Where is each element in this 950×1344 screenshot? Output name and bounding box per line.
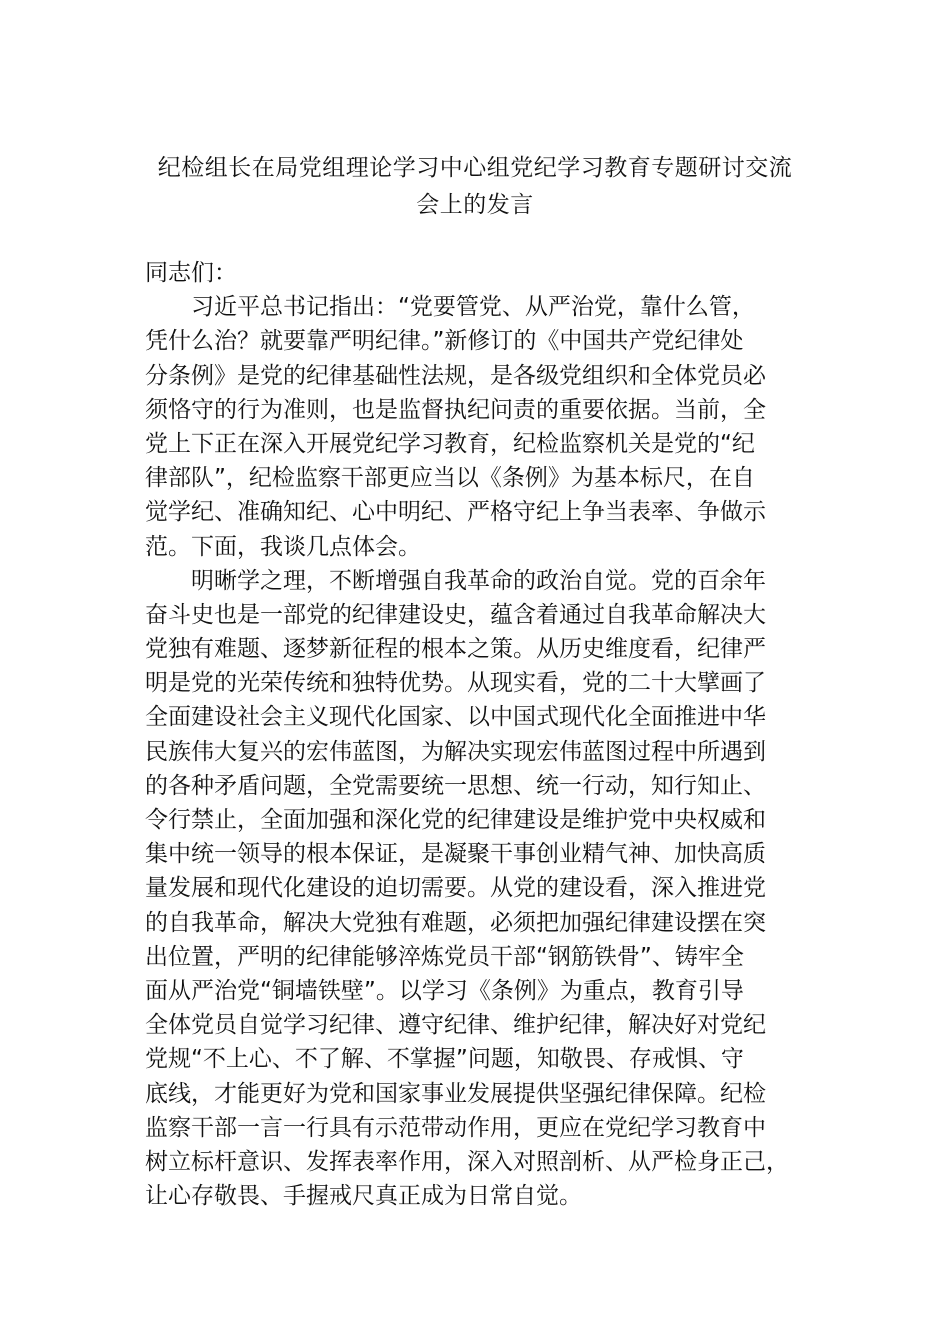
paragraph-line: 出位置，严明的纪律能够淬炼党员干部“钢筋铁骨”、铸牢全: [145, 943, 744, 970]
paragraph-line: 令行禁止，全面加强和深化党的纪律建设是维护党中央权威和: [145, 807, 766, 833]
paragraph-line: 觉学纪、准确知纪、心中明纪、严格守纪上争当表率、争做示: [145, 499, 766, 526]
paragraph-line: 党独有难题、逐梦新征程的根本之策。从历史维度看，纪律严: [145, 636, 766, 663]
paragraph-line: 全面建设社会主义现代化国家、以中国式现代化全面推进中华: [145, 704, 766, 731]
paragraph-line: 面从严治党“铜墙铁壁”。以学习《条例》为重点，教育引导: [145, 977, 744, 1004]
salutation: 同志们：: [145, 260, 237, 286]
paragraph-line: 让心存敬畏、手握戒尺真正成为日常自觉。: [145, 1183, 582, 1210]
paragraph-line: 量发展和现代化建设的迫切需要。从党的建设看，深入推进党: [145, 875, 766, 902]
title-line-2: 会上的发言: [416, 192, 534, 218]
paragraph-line: 树立标杆意识、发挥表率作用，深入对照剖析、从严检身正己，: [145, 1148, 789, 1175]
paragraph-line: 的自我革命，解决大党独有难题，必须把加强纪律建设摆在突: [145, 909, 766, 936]
document-title: [140, 150, 810, 224]
paragraph-line: 集中统一领导的根本保证，是凝聚干事创业精气神、加快高质: [145, 841, 766, 868]
paragraph-line: 范。下面，我谈几点体会。: [145, 533, 421, 560]
paragraph-line: 党规“不上心、不了解、不掌握”问题，知敬畏、存戒惧、守: [145, 1046, 744, 1073]
paragraph-line: 奋斗史也是一部党的纪律建设史，蕴含着通过自我革命解决大: [145, 601, 766, 628]
paragraph-line: 凭什么治？就要靠严明纪律。”新修订的《中国共产党纪律处: [145, 328, 744, 355]
paragraph-line: 分条例》是党的纪律基础性法规，是各级党组织和全体党员必: [145, 362, 766, 389]
paragraph-line: 习近平总书记指出：“党要管党、从严治党，靠什么管，: [191, 294, 755, 321]
paragraph-line: 民族伟大复兴的宏伟蓝图，为解决实现宏伟蓝图过程中所遇到: [145, 738, 766, 765]
paragraph-line: 明晰学之理，不断增强自我革命的政治自觉。党的百余年: [191, 567, 766, 594]
title-line-1: 纪检组长在局党组理论学习中心组党纪学习教育专题研讨交流: [157, 155, 793, 181]
paragraph-line: 监察干部一言一行具有示范带动作用，更应在党纪学习教育中: [145, 1114, 766, 1141]
paragraph-line: 明是党的光荣传统和独特优势。从现实看，党的二十大擘画了: [145, 670, 766, 697]
paragraph-1: [145, 290, 815, 564]
paragraph-line: 律部队”，纪检监察干部更应当以《条例》为基本标尺，在自: [145, 465, 755, 492]
paragraph-line: 党上下正在深入开展党纪学习教育，纪检监察机关是党的“纪: [145, 430, 755, 457]
paragraph-2: [145, 564, 815, 1214]
paragraph-line: 底线，才能更好为党和国家事业发展提供坚强纪律保障。纪检: [145, 1080, 766, 1107]
paragraph-line: 全体党员自觉学习纪律、遵守纪律、维护纪律，解决好对党纪: [145, 1012, 766, 1039]
document-body: [145, 256, 815, 1213]
paragraph-line: 的各种矛盾问题，全党需要统一思想、统一行动，知行知止、: [145, 772, 766, 799]
paragraph-line: 须恪守的行为准则，也是监督执纪问责的重要依据。当前，全: [145, 396, 766, 423]
